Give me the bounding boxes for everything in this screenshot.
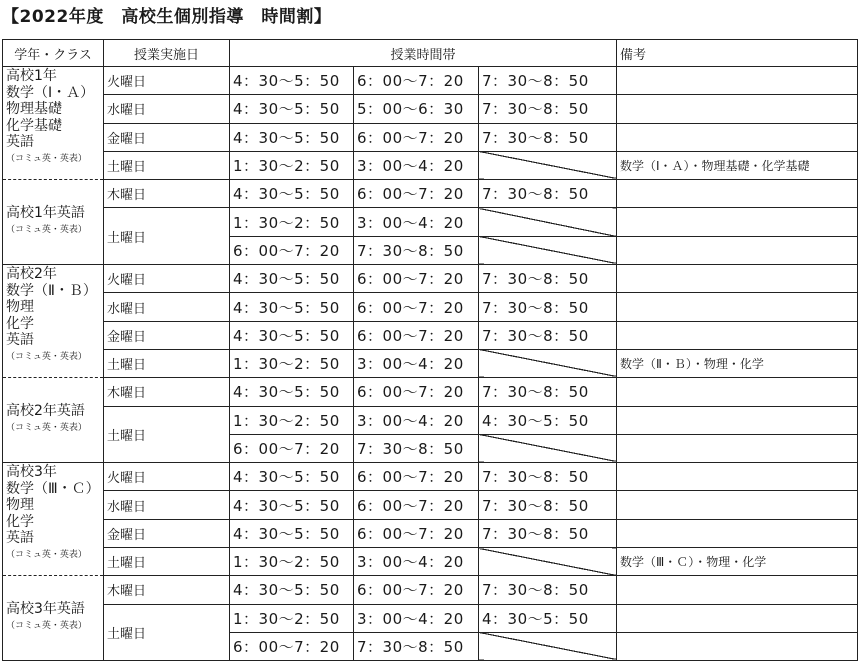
- time-slot-cell: 7：30～8：50: [479, 519, 617, 547]
- table-row: [3, 491, 858, 519]
- header-day: 授業実施日: [104, 40, 230, 67]
- time-slot-cell: 6：00～7：20: [354, 293, 479, 321]
- table-row: [3, 265, 858, 293]
- page-title: 【2022年度 高校生個別指導 時間割】: [2, 7, 332, 27]
- day-cell: 金曜日: [104, 321, 230, 349]
- time-slot-cell: 6：00～7：20: [354, 321, 479, 349]
- time-slot-cell: 4：30～5：50: [230, 265, 354, 293]
- table-row: [3, 321, 858, 349]
- class-subnote: （コミュ英・英表）: [6, 423, 87, 434]
- time-slot-cell: 4：30～5：50: [230, 321, 354, 349]
- time-slot-cell: 1：30～2：50: [230, 151, 354, 179]
- time-slot-cell: 3：00～4：20: [354, 406, 479, 434]
- class-name-line: 化学: [6, 315, 34, 332]
- timetable: [2, 39, 858, 661]
- table-row: [3, 123, 858, 151]
- note-cell: 数学（Ⅱ・Ｂ）・物理・化学: [617, 349, 858, 377]
- time-slot-cell: 7：30～8：50: [479, 180, 617, 208]
- table-row: [3, 95, 858, 123]
- time-slot-cell: 4：30～5：50: [230, 463, 354, 491]
- time-slot-cell: 4：30～5：50: [230, 95, 354, 123]
- class-name-line: 高校2年: [6, 266, 57, 283]
- time-slot-cell: 6：00～7：20: [354, 265, 479, 293]
- header-class: 学年・クラス: [3, 40, 104, 67]
- time-slot-cell: 4：30～5：50: [230, 180, 354, 208]
- class-cell: [3, 576, 104, 661]
- note-cell: [617, 463, 858, 491]
- day-cell: 土曜日: [104, 208, 230, 265]
- class-name-line: 英語: [6, 134, 34, 150]
- time-slot-cell: 4：30～5：50: [479, 604, 617, 632]
- note-cell: [617, 321, 858, 349]
- day-cell: 土曜日: [104, 151, 230, 179]
- time-slot-cell: 1：30～2：50: [230, 548, 354, 576]
- time-slot-cell: 1：30～2：50: [230, 349, 354, 377]
- empty-slot-cell: [479, 208, 617, 236]
- time-slot-cell: 7：30～8：50: [479, 321, 617, 349]
- empty-slot-cell: [479, 151, 617, 179]
- class-name-line: 物理基礎: [6, 101, 62, 117]
- day-cell: 火曜日: [104, 463, 230, 491]
- empty-slot-cell: [479, 548, 617, 576]
- day-cell: 金曜日: [104, 123, 230, 151]
- time-slot-cell: 6：00～7：20: [354, 519, 479, 547]
- time-slot-cell: 7：30～8：50: [479, 265, 617, 293]
- day-cell: 土曜日: [104, 349, 230, 377]
- note-cell: [617, 293, 858, 321]
- table-row: [3, 67, 858, 95]
- class-name-line: 化学: [6, 513, 34, 530]
- empty-slot-cell: [479, 434, 617, 462]
- time-slot-cell: 4：30～5：50: [230, 293, 354, 321]
- class-name-line: 数学（Ⅲ・Ｃ）: [6, 480, 100, 497]
- time-slot-cell: 7：30～8：50: [354, 236, 479, 264]
- time-slot-cell: 3：00～4：20: [354, 349, 479, 377]
- class-name-line: 高校2年英語: [6, 403, 85, 420]
- note-cell: [617, 519, 858, 547]
- class-subnote: （コミュ英・英表）: [6, 225, 87, 236]
- class-cell: [3, 378, 104, 463]
- class-subnote: （コミュ英・英表）: [6, 153, 87, 164]
- time-slot-cell: 7：30～8：50: [479, 463, 617, 491]
- table-row: [3, 406, 858, 434]
- time-slot-cell: 4：30～5：50: [479, 406, 617, 434]
- table-row: [3, 180, 858, 208]
- class-name-line: 化学基礎: [6, 117, 62, 134]
- time-slot-cell: 6：00～7：20: [230, 236, 354, 264]
- table-row: [3, 548, 858, 576]
- note-cell: [617, 632, 858, 660]
- note-cell: 数学（Ⅰ・Ａ）・物理基礎・化学基礎: [617, 151, 858, 179]
- table-row: [3, 378, 858, 406]
- header-row: [3, 40, 858, 67]
- class-name-line: 英語: [6, 530, 34, 547]
- time-slot-cell: 5：00～6：30: [354, 95, 479, 123]
- time-slot-cell: 4：30～5：50: [230, 67, 354, 95]
- day-cell: 木曜日: [104, 180, 230, 208]
- class-cell: [3, 67, 104, 180]
- time-slot-cell: 6：00～7：20: [354, 67, 479, 95]
- note-cell: [617, 604, 858, 632]
- header-time: 授業時間帯: [230, 40, 617, 67]
- day-cell: 水曜日: [104, 95, 230, 123]
- note-cell: [617, 123, 858, 151]
- empty-slot-cell: [479, 236, 617, 264]
- table-row: [3, 151, 858, 179]
- time-slot-cell: 4：30～5：50: [230, 378, 354, 406]
- time-slot-cell: 7：30～8：50: [479, 95, 617, 123]
- time-slot-cell: 6：00～7：20: [230, 434, 354, 462]
- time-slot-cell: 1：30～2：50: [230, 406, 354, 434]
- day-cell: 金曜日: [104, 519, 230, 547]
- day-cell: 木曜日: [104, 576, 230, 604]
- time-slot-cell: 6：00～7：20: [354, 123, 479, 151]
- note-cell: [617, 180, 858, 208]
- table-row: [3, 576, 858, 604]
- time-slot-cell: 6：00～7：20: [354, 491, 479, 519]
- time-slot-cell: 3：00～4：20: [354, 548, 479, 576]
- time-slot-cell: 3：00～4：20: [354, 151, 479, 179]
- time-slot-cell: 6：00～7：20: [354, 378, 479, 406]
- day-cell: 水曜日: [104, 293, 230, 321]
- time-slot-cell: 7：30～8：50: [354, 632, 479, 660]
- note-cell: [617, 95, 858, 123]
- day-cell: 火曜日: [104, 67, 230, 95]
- time-slot-cell: 4：30～5：50: [230, 491, 354, 519]
- note-cell: [617, 378, 858, 406]
- table-row: [3, 604, 858, 632]
- note-cell: [617, 67, 858, 95]
- class-name-line: 数学（Ⅱ・Ｂ）: [6, 282, 97, 299]
- time-slot-cell: 7：30～8：50: [479, 293, 617, 321]
- day-cell: 土曜日: [104, 406, 230, 463]
- header-note: 備考: [617, 40, 858, 67]
- time-slot-cell: 6：00～7：20: [354, 180, 479, 208]
- time-slot-cell: 4：30～5：50: [230, 519, 354, 547]
- time-slot-cell: 7：30～8：50: [479, 378, 617, 406]
- class-cell: [3, 180, 104, 265]
- time-slot-cell: 7：30～8：50: [354, 434, 479, 462]
- time-slot-cell: 7：30～8：50: [479, 123, 617, 151]
- note-cell: [617, 576, 858, 604]
- time-slot-cell: 6：00～7：20: [230, 632, 354, 660]
- time-slot-cell: 3：00～4：20: [354, 208, 479, 236]
- time-slot-cell: 1：30～2：50: [230, 604, 354, 632]
- class-name-line: 数学（Ⅰ・Ａ）: [6, 84, 95, 101]
- note-cell: [617, 236, 858, 264]
- empty-slot-cell: [479, 349, 617, 377]
- time-slot-cell: 7：30～8：50: [479, 67, 617, 95]
- class-name-line: 高校3年英語: [6, 601, 85, 618]
- class-name-line: 高校1年英語: [6, 205, 85, 222]
- class-subnote: （コミュ英・英表）: [6, 351, 87, 362]
- time-slot-cell: 4：30～5：50: [230, 123, 354, 151]
- time-slot-cell: 4：30～5：50: [230, 576, 354, 604]
- time-slot-cell: 7：30～8：50: [479, 491, 617, 519]
- day-cell: 火曜日: [104, 265, 230, 293]
- table-row: [3, 208, 858, 236]
- class-name-line: 高校1年: [6, 68, 57, 84]
- time-slot-cell: 7：30～8：50: [479, 576, 617, 604]
- note-cell: [617, 491, 858, 519]
- table-row: [3, 519, 858, 547]
- day-cell: 土曜日: [104, 604, 230, 661]
- class-cell: [3, 463, 104, 576]
- class-subnote: （コミュ英・英表）: [6, 549, 87, 560]
- class-cell: [3, 265, 104, 378]
- time-slot-cell: 1：30～2：50: [230, 208, 354, 236]
- table-row: [3, 293, 858, 321]
- time-slot-cell: 6：00～7：20: [354, 576, 479, 604]
- class-name-line: 物理: [6, 299, 34, 316]
- class-name-line: 英語: [6, 332, 34, 349]
- time-slot-cell: 6：00～7：20: [354, 463, 479, 491]
- day-cell: 土曜日: [104, 548, 230, 576]
- time-slot-cell: 3：00～4：20: [354, 604, 479, 632]
- table-row: [3, 463, 858, 491]
- note-cell: [617, 208, 858, 236]
- note-cell: [617, 406, 858, 434]
- day-cell: 水曜日: [104, 491, 230, 519]
- table-row: [3, 349, 858, 377]
- note-cell: 数学（Ⅲ・Ｃ）・物理・化学: [617, 548, 858, 576]
- day-cell: 木曜日: [104, 378, 230, 406]
- class-name-line: 物理: [6, 497, 34, 514]
- class-name-line: 高校3年: [6, 464, 57, 481]
- empty-slot-cell: [479, 632, 617, 660]
- class-subnote: （コミュ英・英表）: [6, 621, 87, 632]
- note-cell: [617, 265, 858, 293]
- note-cell: [617, 434, 858, 462]
